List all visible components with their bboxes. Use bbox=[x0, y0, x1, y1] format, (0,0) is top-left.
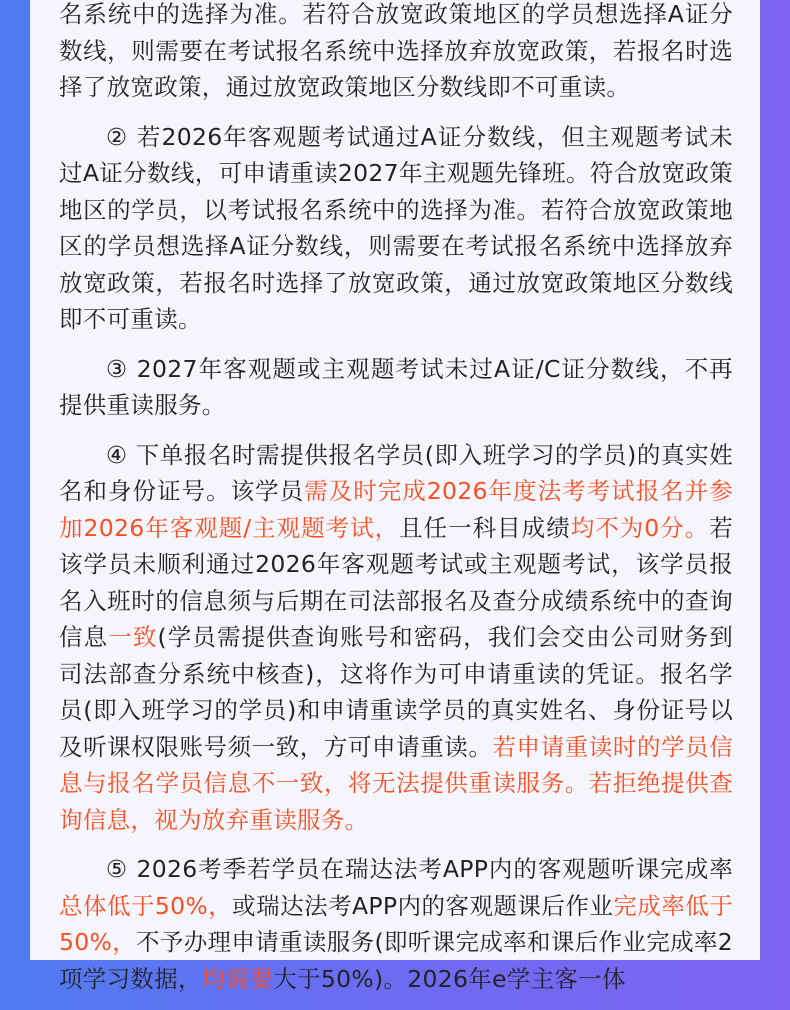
text-segment: ③ 2027年客观题或主观题考试未过A证/C证分数线，不再提供重读服务。 bbox=[59, 354, 733, 419]
text-segment: ④ 下单报名时需提供报名学员(即入班学习的学员)的真实姓名和身份证号。该学员 bbox=[59, 440, 733, 505]
highlight-text: 需及时完成2026年度法考考试报名并参加2026年客观题/主观题考试， bbox=[59, 477, 733, 542]
document-body bbox=[59, 0, 733, 1010]
highlight-text: 均不为0分。 bbox=[570, 513, 710, 542]
highlight-text: 均需要 bbox=[201, 964, 274, 993]
text-segment: 且任一科目成绩 bbox=[399, 513, 571, 542]
highlight-text: 总体低于50%， bbox=[59, 891, 233, 920]
paragraph-intro-continued bbox=[59, 0, 733, 106]
text-segment: 或瑞达法考APP内的客观题课后作业 bbox=[232, 891, 614, 920]
highlight-text: 一致 bbox=[108, 623, 158, 651]
highlight-text: 若申请重读时的学员信息与报名学员信息不一致，将无法提供重读服务。若拒绝提供查询信息，视为放弃重读服务。 bbox=[59, 732, 733, 834]
text-segment: 名系统中的选择为准。若符合放宽政策地区的学员想选择A证分数线，则需要在考试报名系统中选择放弃放宽政策，若报名时选择了放宽政策，通过放宽政策地区分数线即不可重读。 bbox=[59, 0, 733, 101]
text-segment: 若该学员未顺利通过2026年客观题考试或主观题考试，该学员报名入班时的信息须与后期在司法部报名及查分成绩系统中的查询信息 bbox=[59, 513, 733, 651]
paragraph-item-2 bbox=[59, 119, 733, 338]
paragraph-item-4 bbox=[59, 437, 733, 839]
text-segment: (学员需提供查询账号和密码，我们会交由公司财务到司法部查分系统中核查)，这将作为可申请重读的凭证。报名学员(即入班学习的学员)和申请重读学员的真实姓名、身份证号以及听课权限账号须一致，方可申请重读。 bbox=[59, 623, 733, 761]
text-segment: 大于50%)。2026年e学主客一体 bbox=[273, 964, 626, 993]
paragraph-item-3 bbox=[59, 351, 733, 424]
paragraph-item-5 bbox=[59, 851, 733, 997]
text-segment: ⑤ 2026考季若学员在瑞达法考APP内的客观题听课完成率 bbox=[106, 855, 733, 883]
document-card bbox=[30, 0, 760, 993]
text-segment: ② 若2026年客观题考试通过A证分数线，但主观题考试未过A证分数线，可申请重读2027年主观题先锋班。符合放宽政策地区的学员，以考试报名系统中的选择为准。若符合放宽政策地区的学员想选择A证分数线，则需要在考试报名系统中选择放弃放宽政策，若报名时选择了放宽政策，通过放宽政策地区分数线即不可重读。 bbox=[59, 122, 733, 333]
text-segment: 不予办理申请重读服务(即听课完成率和课后作业完成率2项学习数据， bbox=[59, 928, 734, 993]
highlight-text: 完成率低于50%， bbox=[59, 891, 733, 956]
